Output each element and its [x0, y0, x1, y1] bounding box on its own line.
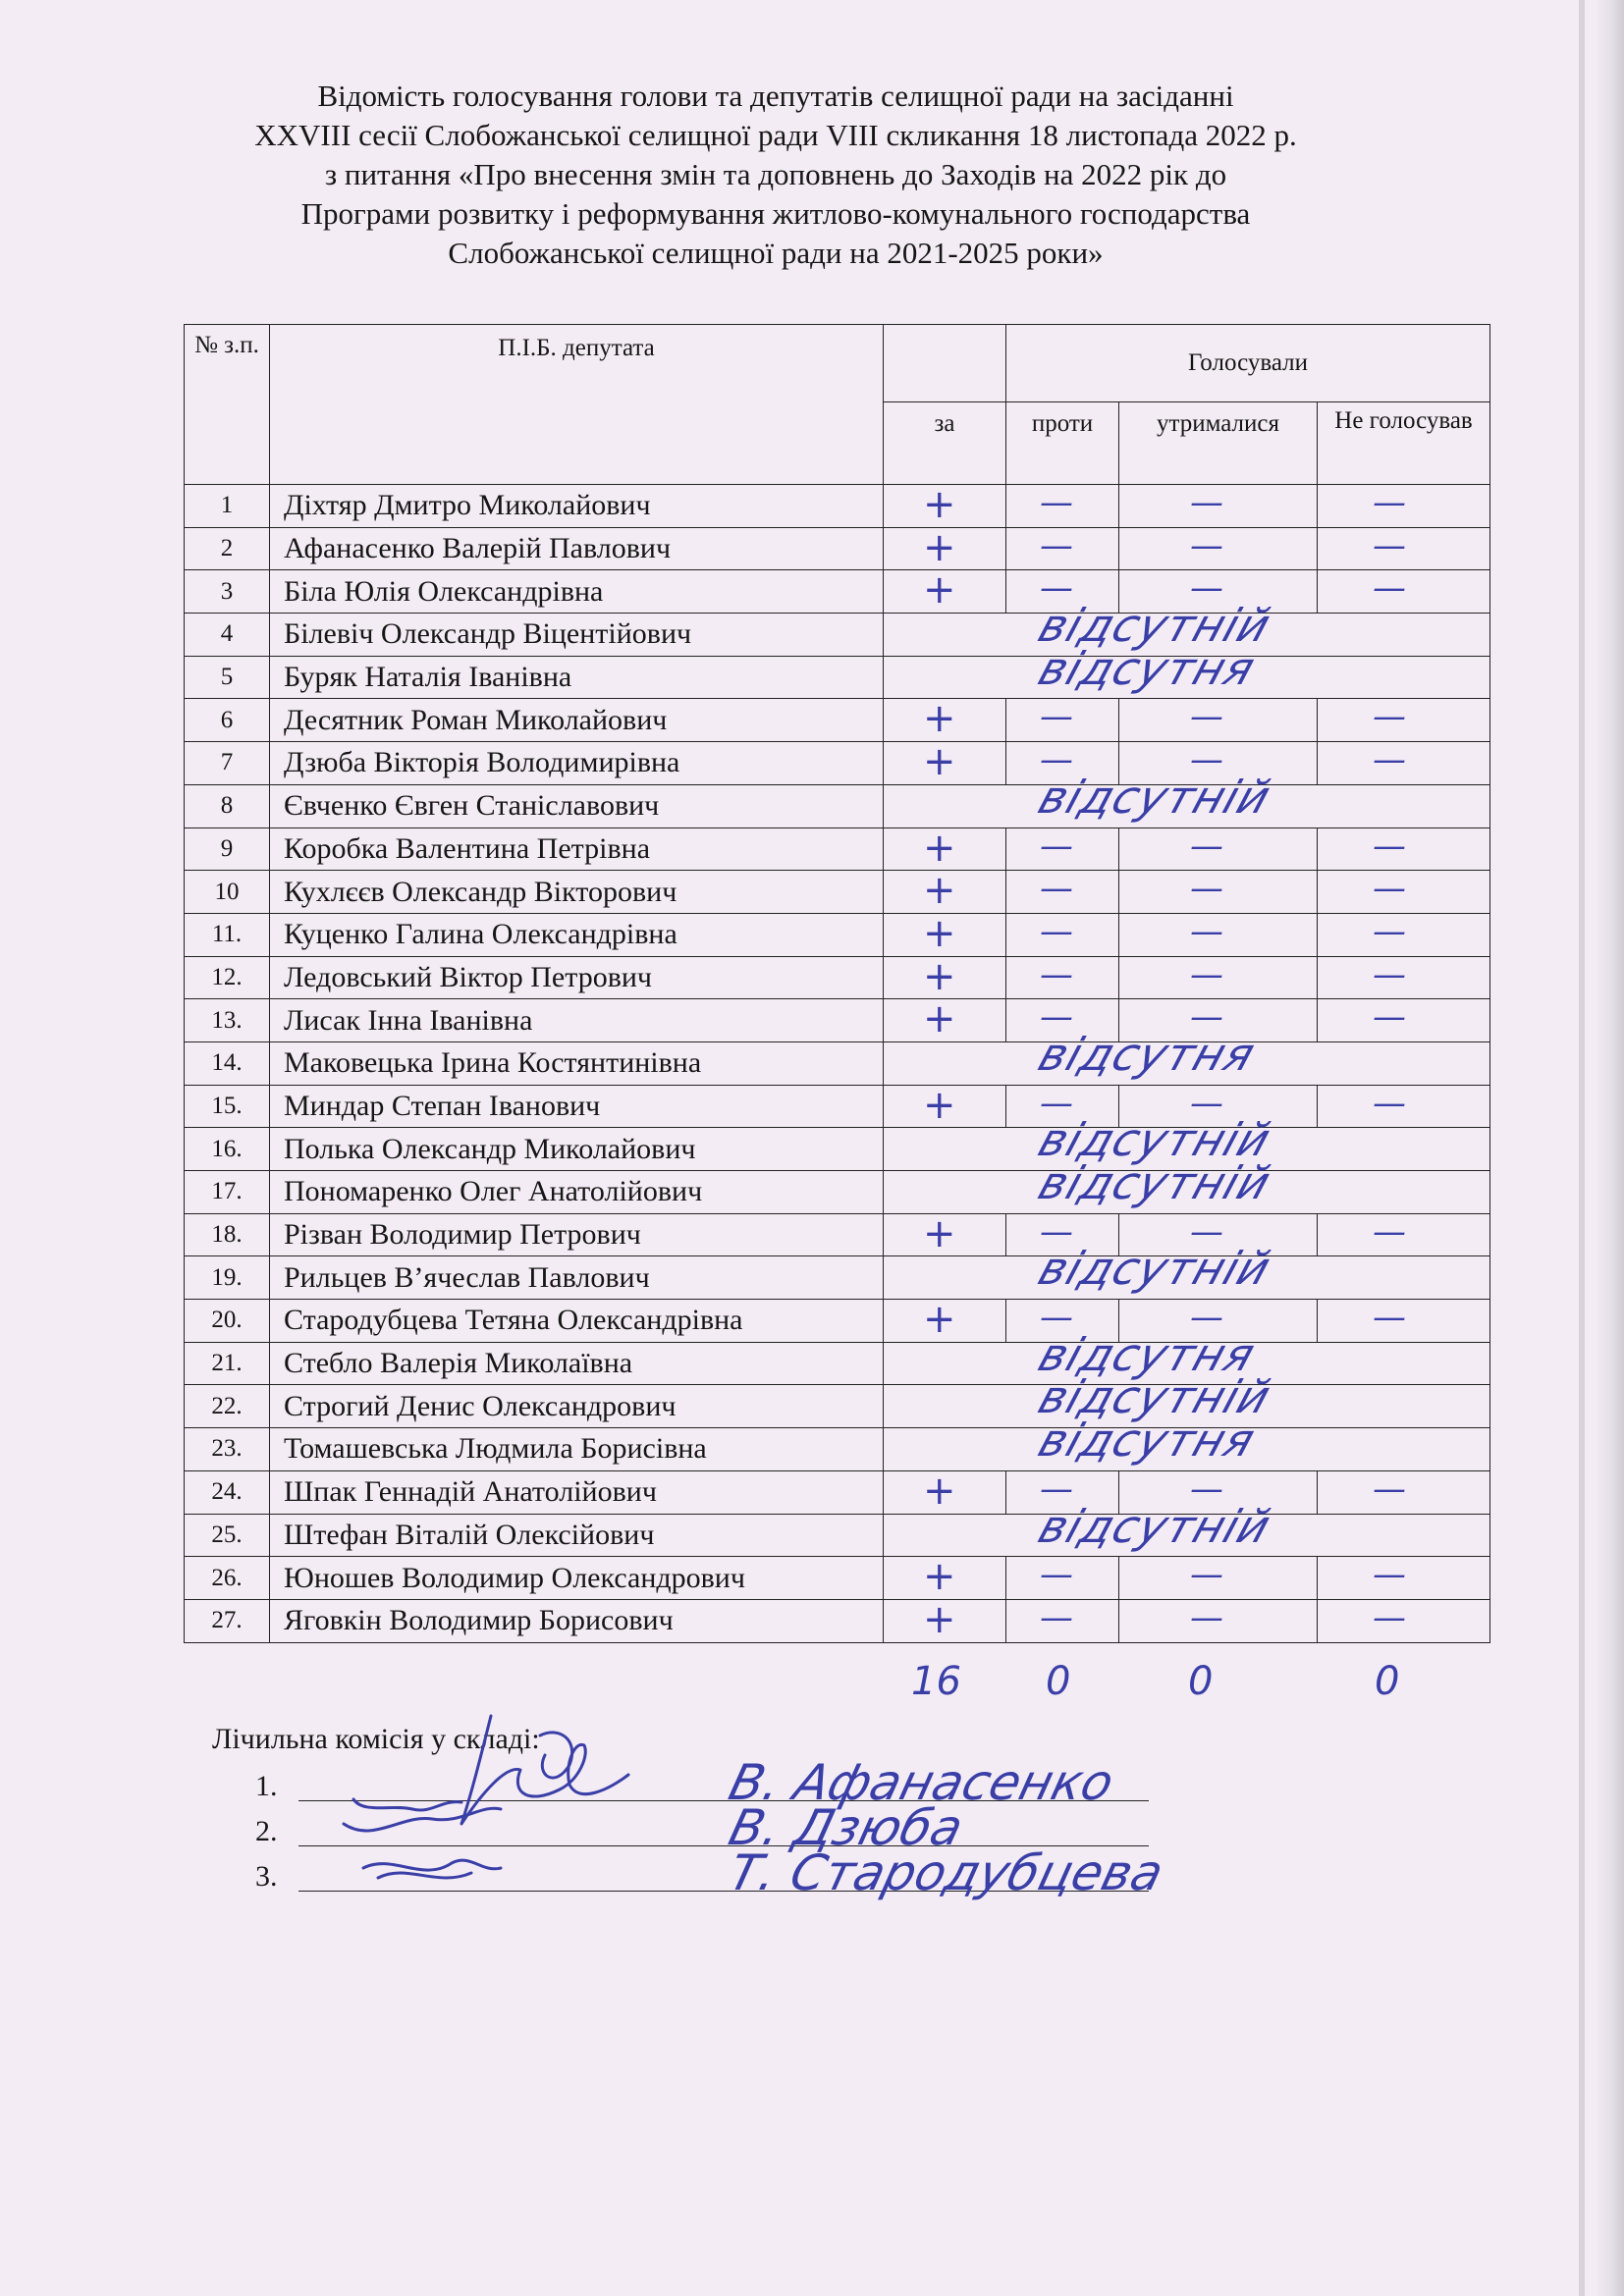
title-line-1: Відомість голосування голови та депутатів селищної ради на засіданні — [317, 79, 1234, 113]
row-number: 24. — [185, 1470, 270, 1514]
absent-note-cell — [884, 1414, 1490, 1471]
vote-against-mark-cell — [1006, 1599, 1119, 1642]
absent-note: відсутня — [1032, 1327, 1263, 1381]
table-row — [185, 1213, 1490, 1256]
deputy-name: Маковецька Ірина Костянтинівна — [270, 1041, 884, 1085]
vote-for-mark-cell — [884, 1210, 1006, 1256]
vote-none-mark: — — [1373, 869, 1406, 909]
vote-abstain-mark: — — [1190, 1468, 1223, 1509]
deputy-name: Пономаренко Олег Анатолійович — [270, 1171, 884, 1214]
vote-abstain-mark-cell — [1119, 527, 1318, 570]
deputy-name: Кухлєєв Олександр Вікторович — [270, 871, 884, 914]
title-line-5: Слобожанської селищної ради на 2021-2025 роки» — [448, 236, 1104, 270]
vote-abstain-mark: — — [1190, 911, 1223, 951]
vote-for-mark-cell — [884, 996, 1006, 1042]
absent-note-cell — [884, 1242, 1490, 1300]
vote-for-mark: + — [923, 1210, 956, 1256]
absent-note: відсутній — [1032, 1370, 1278, 1424]
deputy-name: Рильцев В’ячеслав Павлович — [270, 1256, 884, 1300]
vote-against-mark: — — [1040, 1597, 1073, 1637]
deputy-name: Дзюба Вікторія Володимирівна — [270, 742, 884, 785]
row-number: 7 — [185, 742, 270, 785]
scan-shadow — [1579, 0, 1585, 2296]
vote-none-mark-cell — [1318, 699, 1490, 742]
member-number: 3. — [255, 1860, 278, 1893]
absent-note-cell — [884, 1027, 1490, 1085]
vote-none-mark-cell — [1318, 913, 1490, 956]
absent-note-cell — [884, 1499, 1490, 1557]
absent-note: відсутній — [1032, 1242, 1278, 1296]
vote-none-mark-cell — [1318, 1213, 1490, 1256]
vote-against-mark-cell — [1006, 871, 1119, 914]
deputy-name: Білевіч Олександр Віцентійович — [270, 614, 884, 657]
header-blank — [884, 325, 1006, 402]
vote-for-mark: + — [923, 996, 956, 1042]
vote-for-mark: + — [923, 825, 956, 871]
row-number: 1 — [185, 485, 270, 528]
row-number: 21. — [185, 1342, 270, 1385]
vote-none-mark: — — [1373, 954, 1406, 994]
vote-for-mark-cell — [884, 524, 1006, 570]
row-number: 12. — [185, 956, 270, 999]
voting-table — [184, 324, 1490, 1643]
deputy-name: Ледовський Віктор Петрович — [270, 956, 884, 999]
vote-none-mark: — — [1373, 740, 1406, 780]
row-number: 14. — [185, 1041, 270, 1085]
vote-for-mark-cell — [884, 1554, 1006, 1600]
row-number: 17. — [185, 1171, 270, 1214]
vote-none-mark-cell — [1318, 1557, 1490, 1600]
deputy-name: Різван Володимир Петрович — [270, 1213, 884, 1256]
absent-note-cell — [884, 641, 1490, 699]
member-number: 1. — [255, 1770, 278, 1802]
vote-none-mark-cell — [1318, 828, 1490, 871]
vote-against-mark-cell — [1006, 828, 1119, 871]
deputy-rows — [185, 482, 1490, 1643]
table-row — [185, 1041, 1490, 1085]
vote-none-mark-cell — [1318, 1599, 1490, 1642]
row-number: 16. — [185, 1128, 270, 1171]
row-number: 9 — [185, 828, 270, 871]
vote-none-mark: — — [1373, 1597, 1406, 1637]
vote-none-mark: — — [1373, 1555, 1406, 1595]
vote-for-mark: + — [923, 1297, 956, 1343]
table-row — [185, 485, 1490, 528]
absent-note: відсутній — [1032, 599, 1278, 653]
signature-scribbles — [334, 1696, 746, 1912]
vote-none-mark: — — [1373, 525, 1406, 565]
deputy-name: Біла Юлія Олександрівна — [270, 570, 884, 614]
vote-for-mark: + — [923, 910, 956, 956]
deputy-name: Стебло Валерія Миколаївна — [270, 1342, 884, 1385]
member-name: Т. Стародубцева — [723, 1844, 1169, 1901]
table-row — [185, 1342, 1490, 1385]
table-row — [185, 784, 1490, 828]
absent-note: відсутній — [1032, 1113, 1278, 1167]
row-number: 26. — [185, 1557, 270, 1600]
vote-none-mark-cell — [1318, 871, 1490, 914]
deputy-name: Полька Олександр Миколайович — [270, 1128, 884, 1171]
table-row — [185, 656, 1490, 699]
vote-none-mark: — — [1373, 1468, 1406, 1509]
table-row — [185, 956, 1490, 999]
member-name: В. Дзюба — [723, 1799, 969, 1856]
absent-note: відсутній — [1032, 1156, 1278, 1209]
absent-note-cell — [884, 770, 1490, 828]
deputy-name: Куценко Галина Олександрівна — [270, 913, 884, 956]
table-row — [185, 1470, 1490, 1514]
vote-abstain-mark: — — [1190, 1298, 1223, 1338]
vote-against-mark: — — [1040, 911, 1073, 951]
vote-against-mark-cell — [1006, 956, 1119, 999]
absent-note: відсутня — [1032, 641, 1263, 695]
vote-none-mark: — — [1373, 1298, 1406, 1338]
vote-none-mark: — — [1373, 826, 1406, 866]
table-row — [185, 1428, 1490, 1471]
vote-against-mark: — — [1040, 826, 1073, 866]
absent-note: відсутній — [1032, 770, 1278, 824]
vote-abstain-mark-cell — [1119, 485, 1318, 528]
vote-against-mark-cell — [1006, 913, 1119, 956]
vote-for-mark-cell — [884, 1470, 1006, 1514]
scan-edge — [1595, 0, 1624, 2296]
absent-note: відсутня — [1032, 1414, 1263, 1468]
table-row — [185, 1557, 1490, 1600]
row-number: 23. — [185, 1428, 270, 1471]
row-number: 8 — [185, 784, 270, 828]
row-number: 22. — [185, 1385, 270, 1428]
vote-against-mark: — — [1040, 525, 1073, 565]
table-row — [185, 1599, 1490, 1642]
vote-against-mark: — — [1040, 568, 1073, 609]
vote-for-mark-cell — [884, 1082, 1006, 1128]
table-row — [185, 742, 1490, 785]
vote-totals — [0, 1657, 1624, 1706]
vote-none-mark: — — [1373, 697, 1406, 737]
table-row — [185, 913, 1490, 956]
deputy-name: Коробка Валентина Петрівна — [270, 828, 884, 871]
total-for: 16 — [911, 1659, 961, 1704]
vote-none-mark: — — [1373, 1083, 1406, 1123]
row-number: 13. — [185, 999, 270, 1042]
row-number: 5 — [185, 656, 270, 699]
vote-abstain-mark: — — [1190, 997, 1223, 1038]
deputy-name: Штефан Віталій Олексійович — [270, 1514, 884, 1557]
vote-against-mark: — — [1040, 740, 1073, 780]
vote-for-mark-cell — [884, 696, 1006, 742]
vote-for-mark: + — [923, 739, 956, 785]
vote-for-mark-cell — [884, 868, 1006, 914]
vote-none-mark-cell — [1318, 527, 1490, 570]
vote-for-mark-cell — [884, 825, 1006, 871]
vote-abstain-mark-cell — [1119, 699, 1318, 742]
vote-abstain-mark: — — [1190, 525, 1223, 565]
table-row — [185, 828, 1490, 871]
vote-abstain-mark: — — [1190, 869, 1223, 909]
deputy-name: Євченко Євген Станіславович — [270, 784, 884, 828]
vote-none-mark: — — [1373, 568, 1406, 609]
vote-abstain-mark: — — [1190, 954, 1223, 994]
vote-against-mark: — — [1040, 1083, 1073, 1123]
vote-for-mark-cell — [884, 482, 1006, 528]
vote-for-mark: + — [923, 953, 956, 999]
header-did-not-vote: Не голосував — [1318, 402, 1490, 485]
deputy-name: Строгий Денис Олександрович — [270, 1385, 884, 1428]
row-number: 4 — [185, 614, 270, 657]
vote-against-mark: — — [1040, 1468, 1073, 1509]
vote-for-mark: + — [923, 1554, 956, 1600]
vote-abstain-mark-cell — [1119, 913, 1318, 956]
table-row — [185, 1128, 1490, 1171]
vote-for-mark-cell — [884, 739, 1006, 785]
table-row — [185, 1385, 1490, 1428]
deputy-name: Миндар Степан Іванович — [270, 1085, 884, 1128]
header-against: проти — [1006, 402, 1119, 485]
vote-none-mark: — — [1373, 911, 1406, 951]
vote-for-mark: + — [923, 1468, 956, 1514]
vote-for-mark: + — [923, 1596, 956, 1642]
vote-none-mark-cell — [1318, 1300, 1490, 1343]
vote-for-mark-cell — [884, 1596, 1006, 1642]
vote-abstain-mark-cell — [1119, 1557, 1318, 1600]
member-number: 2. — [255, 1815, 278, 1847]
vote-against-mark: — — [1040, 997, 1073, 1038]
table-row — [185, 570, 1490, 614]
row-number: 2 — [185, 527, 270, 570]
vote-for-mark-cell — [884, 910, 1006, 956]
vote-abstain-mark: — — [1190, 740, 1223, 780]
header-name: П.І.Б. депутата — [270, 325, 884, 485]
vote-abstain-mark-cell — [1119, 956, 1318, 999]
row-number: 15. — [185, 1085, 270, 1128]
document-title — [137, 77, 1414, 273]
row-number: 10 — [185, 871, 270, 914]
vote-none-mark-cell — [1318, 956, 1490, 999]
vote-none-mark: — — [1373, 483, 1406, 522]
vote-abstain-mark: — — [1190, 697, 1223, 737]
vote-abstain-mark: — — [1190, 826, 1223, 866]
vote-abstain-mark: — — [1190, 1211, 1223, 1252]
row-number: 11. — [185, 913, 270, 956]
vote-abstain-mark-cell — [1119, 828, 1318, 871]
table-row — [185, 1300, 1490, 1343]
header-number: № з.п. — [185, 325, 270, 485]
vote-none-mark-cell — [1318, 742, 1490, 785]
vote-against-mark-cell — [1006, 699, 1119, 742]
table-row — [185, 999, 1490, 1042]
row-number: 25. — [185, 1514, 270, 1557]
total-abstained: 0 — [1188, 1659, 1214, 1704]
deputy-name: Буряк Наталія Іванівна — [270, 656, 884, 699]
total-did-not-vote: 0 — [1375, 1659, 1400, 1704]
commission-label: Лічильна комісія у складі: — [212, 1723, 540, 1755]
deputy-name: Десятник Роман Миколайович — [270, 699, 884, 742]
deputy-name: Юношев Володимир Олександрович — [270, 1557, 884, 1600]
table-row — [185, 1171, 1490, 1214]
absent-note: відсутня — [1032, 1027, 1263, 1081]
table-row — [185, 1085, 1490, 1128]
vote-abstain-mark: — — [1190, 1083, 1223, 1123]
total-against: 0 — [1046, 1659, 1071, 1704]
absent-note: відсутній — [1032, 1499, 1278, 1553]
title-line-3: з питання «Про внесення змін та доповнень до Заходів на 2022 рік до — [324, 157, 1227, 191]
vote-against-mark: — — [1040, 869, 1073, 909]
deputy-name: Стародубцева Тетяна Олександрівна — [270, 1300, 884, 1343]
vote-for-mark-cell — [884, 567, 1006, 614]
vote-against-mark: — — [1040, 483, 1073, 522]
table-row — [185, 871, 1490, 914]
vote-none-mark: — — [1373, 997, 1406, 1038]
table-row — [185, 527, 1490, 570]
header-voted: Голосували — [1006, 325, 1490, 402]
deputy-name: Шпак Геннадій Анатолійович — [270, 1470, 884, 1514]
deputy-name: Томашевська Людмила Борисівна — [270, 1428, 884, 1471]
title-line-2: XXVIII сесії Слобожанської селищної ради VIII скликання 18 листопада 2022 р. — [254, 118, 1297, 152]
vote-none-mark-cell — [1318, 999, 1490, 1042]
vote-abstain-mark: — — [1190, 1555, 1223, 1595]
vote-against-mark: — — [1040, 1555, 1073, 1595]
vote-none-mark-cell — [1318, 570, 1490, 614]
vote-abstain-mark-cell — [1119, 871, 1318, 914]
row-number: 19. — [185, 1256, 270, 1300]
row-number: 6 — [185, 699, 270, 742]
vote-for-mark: + — [923, 696, 956, 742]
table-row — [185, 1514, 1490, 1557]
vote-abstain-mark: — — [1190, 568, 1223, 609]
vote-for-mark: + — [923, 567, 956, 614]
vote-for-mark-cell — [884, 953, 1006, 999]
vote-against-mark: — — [1040, 954, 1073, 994]
deputy-name: Лисак Інна Іванівна — [270, 999, 884, 1042]
vote-for-mark: + — [923, 868, 956, 914]
row-number: 18. — [185, 1213, 270, 1256]
deputy-name: Яговкін Володимир Борисович — [270, 1599, 884, 1642]
row-number: 3 — [185, 570, 270, 614]
vote-abstain-mark: — — [1190, 483, 1223, 522]
table-row — [185, 614, 1490, 657]
vote-for-mark: + — [923, 1082, 956, 1128]
vote-none-mark-cell — [1318, 485, 1490, 528]
vote-against-mark: — — [1040, 1211, 1073, 1252]
table-row — [185, 699, 1490, 742]
member-name: В. Афанасенко — [723, 1754, 1119, 1811]
vote-abstain-mark: — — [1190, 1597, 1223, 1637]
title-line-4: Програми розвитку і реформування житлово-комунального господарства — [300, 196, 1251, 231]
table-row — [185, 1256, 1490, 1300]
vote-none-mark-cell — [1318, 1470, 1490, 1514]
header-abstained: утрималися — [1119, 402, 1318, 485]
vote-against-mark-cell — [1006, 485, 1119, 528]
vote-against-mark: — — [1040, 1298, 1073, 1338]
vote-against-mark-cell — [1006, 527, 1119, 570]
absent-note-cell — [884, 1156, 1490, 1214]
vote-none-mark: — — [1373, 1211, 1406, 1252]
vote-for-mark: + — [923, 482, 956, 527]
vote-against-mark-cell — [1006, 1557, 1119, 1600]
deputy-name: Афанасенко Валерій Павлович — [270, 527, 884, 570]
deputy-name: Діхтяр Дмитро Миколайович — [270, 485, 884, 528]
vote-none-mark-cell — [1318, 1085, 1490, 1128]
header-for: за — [884, 402, 1006, 485]
vote-against-mark: — — [1040, 697, 1073, 737]
row-number: 20. — [185, 1300, 270, 1343]
vote-for-mark-cell — [884, 1297, 1006, 1343]
row-number: 27. — [185, 1599, 270, 1642]
vote-for-mark: + — [923, 524, 956, 570]
vote-abstain-mark-cell — [1119, 1599, 1318, 1642]
